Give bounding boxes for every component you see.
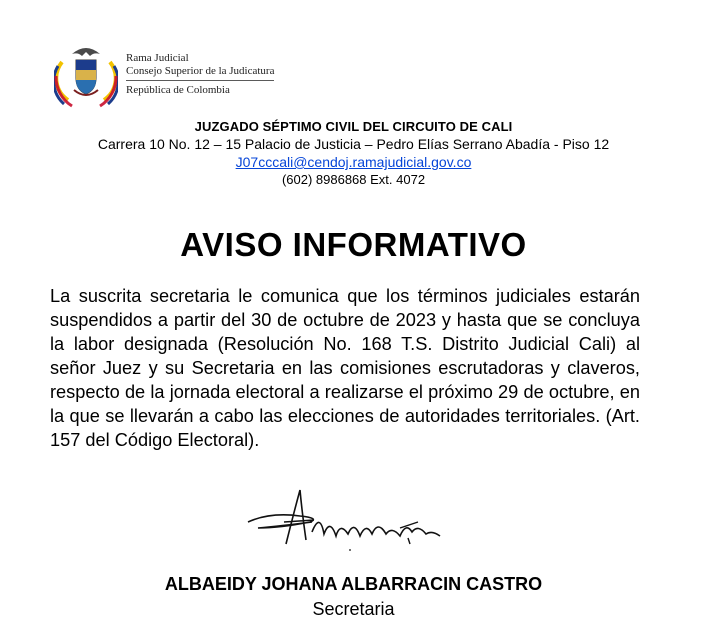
logo-line-rama: Rama Judicial (126, 52, 189, 64)
signer-role: Secretaria (312, 599, 395, 619)
rama-judicial-logo (54, 40, 284, 112)
court-email-link[interactable]: J07cccali@cendoj.ramajudicial.gov.co (235, 154, 472, 170)
signer-name: ALBAEIDY JOHANA ALBARRACIN CASTRO (164, 574, 543, 594)
logo-line-consejo: Consejo Superior de la Judicatura (126, 65, 275, 77)
notice-body: La suscrita secretaria le comunica que los términos judiciales estarán suspendidos a partir del 30 de octubre de 2023 y hasta que se concluya la labor designada (Resolución No. 168 T.S. Distrito Judicial Cali) al señor Juez y su Secretaria en las comisiones escrutadoras y claveros, respecto de la jornada electoral a realizarse el próximo 29 de octubre, en la que se llevarán a cabo las elecciones de autoridades territoriales. (Art. 157 del Código Electoral). (50, 286, 640, 450)
court-name: JUZGADO SÉPTIMO CIVIL DEL CIRCUITO DE CALI (194, 119, 513, 134)
logo-line-republica: República de Colombia (126, 84, 230, 96)
handwritten-signature (240, 482, 450, 562)
court-phone: (602) 8986868 Ext. 4072 (281, 172, 426, 187)
page-title: AVISO INFORMATIVO (180, 226, 527, 263)
coat-of-arms-icon (54, 40, 118, 112)
court-address: Carrera 10 No. 12 – 15 Palacio de Justicia – Pedro Elías Serrano Abadía - Piso 12 (97, 136, 610, 152)
logo-divider (126, 80, 274, 81)
